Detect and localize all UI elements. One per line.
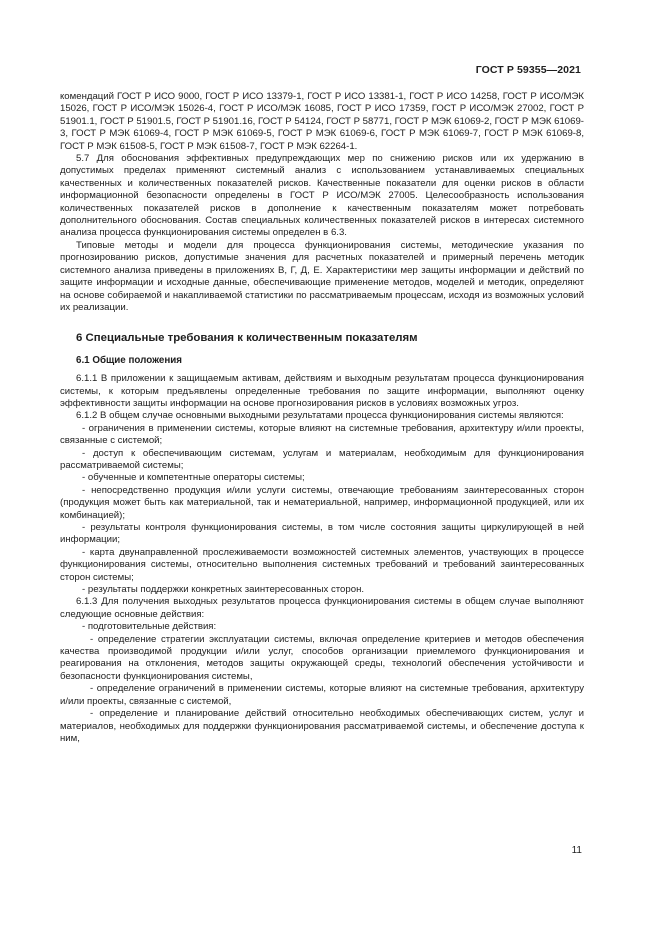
paragraph-5-7: 5.7 Для обоснования эффективных предупреждающих мер по снижению рисков или их удержанию в допустимых пределах применяют системный анализ с использованием устанавливаемых специальных качественных и количественных показателей рисков. Качественные показатели для оценки рисков в области информационной безопасности определены в ГОСТ Р ИСО/МЭК 27005. Целесообразность использования количественных показателей рисков в дополнение к качественным показателям может потребовать дополнительного обоснования. Состав специальных количественных показателей рисков в интересах системного анализа процесса функционирования системы определен в 6.3. [60,153,584,239]
paragraph-6-1-3: 6.1.3 Для получения выходных результатов процесса функционирования системы в общем случае выполняют следующие основные действия: [60,596,584,620]
paragraph-6-1-2: 6.1.2 В общем случае основными выходными результатами процесса функционирования системы являются: [76,410,564,422]
list-item-outputs: - результаты контроля функционирования системы, в том числе состояния защиты циркулирующей в ней информации; [60,522,584,546]
page-number: 11 [571,845,582,856]
list-item-outputs: - карта двунаправленной прослеживаемости возможностей системных элементов, участвующих в процессе функционирования системы, относительно выполнения системных требований и требований заинтересованных сторон системы; [60,546,584,583]
list-item-outputs: - ограничения в применении системы, которые влияют на системные требования, архитектуру и/или проекты, связанные с системой; [60,422,584,447]
list-item-outputs: - доступ к обеспечивающим системам, услугам и материалам, необходимым для функционирования рассматриваемой системы; [60,447,584,471]
list-item-action: - определение стратегии эксплуатации системы, включая определение критериев и методов обеспечения качества производимой продукции и/или услуг, способов организации приемлемого функционирования и реагирования на отклонения, методов защиты окружающей среды, технологий обеспечения устойчивости и безопасности функционирования системы, [60,633,584,682]
section-6-heading: 6 Специальные требования к количественным показателям [76,332,418,345]
list-item-preparatory: - подготовительные действия: [82,621,217,633]
list-item-outputs: - обученные и компетентные операторы системы; [82,472,305,484]
paragraph-typical-methods: Типовые методы и модели для процесса функционирования системы, методические указания по прогнозированию рисков, допустимые значения для расчетных показателей и примерный перечень методик системного анализа приведены в приложениях В, Г, Д, Е. Характеристики мер защиты информации и действий по защите информации и исходные данные, обеспечивающие применение методов, моделей и методик, определяют на основе собираемой и накапливаемой статистики по рассматриваемым процессам, исходя из возможных условий их реализации. [60,239,584,313]
page-body [60,91,584,745]
list-item-outputs: - непосредственно продукция и/или услуги системы, отвечающие требованиям заинтересованных сторон (продукция может быть как материальной, так и нематериальной, например, информационной продукцией, или их комбинацией); [60,484,584,521]
list-item-action: - определение и планирование действий относительно необходимых обеспечивающих систем, услуг и материалов, необходимых для поддержки функционирования рассматриваемой системы, и обеспечение доступа к ним, [60,708,584,744]
intro-paragraph-references: комендаций ГОСТ Р ИСО 9000, ГОСТ Р ИСО 13379-1, ГОСТ Р ИСО 13381-1, ГОСТ Р ИСО 14258, ГОСТ Р ИСО/МЭК 15026, ГОСТ Р ИСО/МЭК 15026-4, ГОСТ Р ИСО/МЭК 16085, ГОСТ Р ИСО 17359, ГОСТ Р ИСО/МЭК 27002, ГОСТ Р 51901.1, ГОСТ Р 51901.5, ГОСТ Р 51901.16, ГОСТ Р 54124, ГОСТ Р 58771, ГОСТ Р МЭК 61069-2, ГОСТ Р МЭК 61069-3, ГОСТ Р МЭК 61069-4, ГОСТ Р МЭК 61069-5, ГОСТ Р МЭК 61069-6, ГОСТ Р МЭК 61069-7, ГОСТ Р МЭК 61069-8, ГОСТ Р МЭК 61508-5, ГОСТ Р МЭК 61508-7, ГОСТ Р МЭК 62264-1. [60,91,584,152]
subsection-6-1-heading: 6.1 Общие положения [76,354,183,366]
paragraph-6-1-1: 6.1.1 В приложении к защищаемым активам, действиям и выходным результатам процесса функционирования системы, к которым предъявлены определенные требования по защите информации, выполняют оценку эффективности защиты информации на основе прогнозирования рисков в условиях возможных угроз. [60,373,584,409]
list-item-outputs: - результаты поддержки конкретных заинтересованных сторон. [82,584,365,596]
document-code-header: ГОСТ Р 59355—2021 [475,64,581,76]
list-item-action: - определение ограничений в применении системы, которые влияют на системные требования, архитектуру и/или проекты, связанные с системой, [60,683,584,707]
